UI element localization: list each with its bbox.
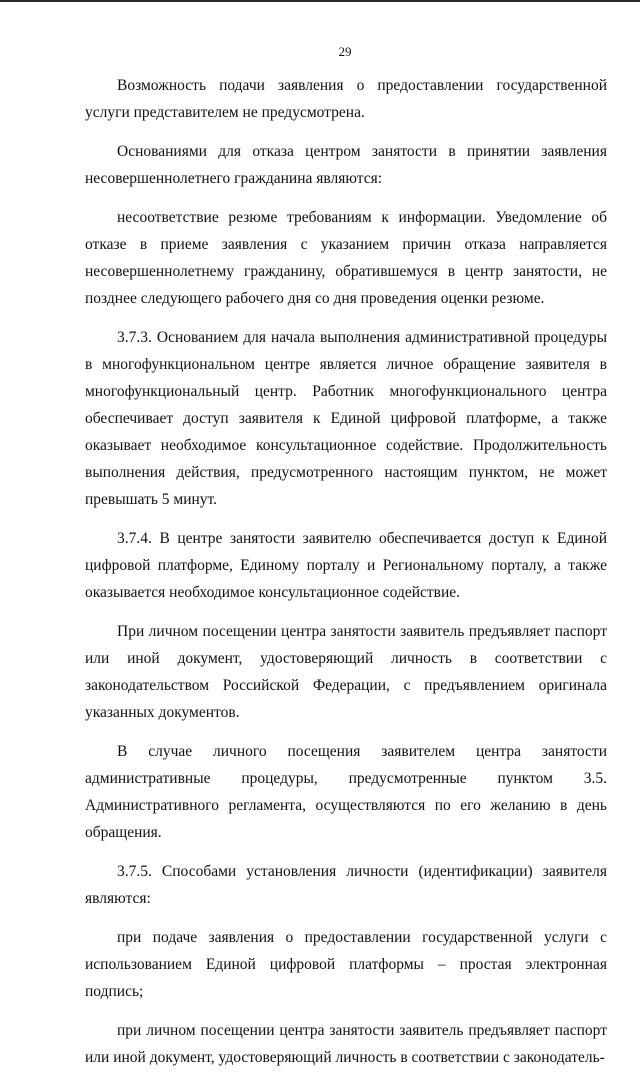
paragraph-3-7-5: 3.7.5. Способами установления личности (идентификации) заявителя являются: [85, 863, 607, 907]
paragraph-resume-mismatch: несоответствие резюме требованиям к информации. Уведомление об отказе в приеме заявления с указанием причин отказа направляется несовершеннолетнему гражданину, обратившемуся в центр занятости, не позднее следующего рабочего дня со дня проведения оценки резюме. [85, 209, 607, 307]
paragraph-representative: Возможность подачи заявления о предоставлении государственной услуги представителем не предусмотрена. [85, 77, 607, 121]
paragraph-3-7-4: 3.7.4. В центре занятости заявителю обеспечивается доступ к Единой цифровой платформе, Единому порталу и Региональному порталу, а также оказывается необходимое консультационное содействие. [85, 530, 607, 601]
top-border-line [0, 0, 640, 2]
document-body [85, 72, 607, 1083]
paragraph-personal-visit-identification: при личном посещении центра занятости заявитель предъявляет паспорт или иной документ, удостоверяющий личность в соответствии с законодатель- [85, 1022, 607, 1066]
paragraph-personal-visit-passport: При личном посещении центра занятости заявитель предъявляет паспорт или иной документ, удостоверяющий личность в соответствии с законодательством Российской Федерации, с предъявлением оригинала указанных документов. [85, 623, 607, 721]
paragraph-3-7-3: 3.7.3. Основанием для начала выполнения административной процедуры в многофункциональном центре является личное обращение заявителя в многофункциональный центр. Работник многофункционального центра обеспечивает доступ заявителя к Единой цифровой платформе, а также оказывает необходимое консультационное содействие. Продолжительность выполнения действия, предусмотренного настоящим пунктом, не может превышать 5 минут. [85, 329, 607, 508]
paragraph-personal-visit-procedures: В случае личного посещения заявителем центра занятости административные процедуры, предусмотренные пунктом 3.5. Административного регламента, осуществляются по его желанию в день обращения. [85, 743, 607, 841]
paragraph-refusal-grounds: Основаниями для отказа центром занятости в принятии заявления несовершеннолетнего гражданина являются: [85, 143, 607, 187]
paragraph-electronic-signature: при подаче заявления о предоставлении государственной услуги с использованием Единой цифровой платформы – простая электронная подпись; [85, 929, 607, 1000]
page-number: 29 [338, 44, 352, 59]
